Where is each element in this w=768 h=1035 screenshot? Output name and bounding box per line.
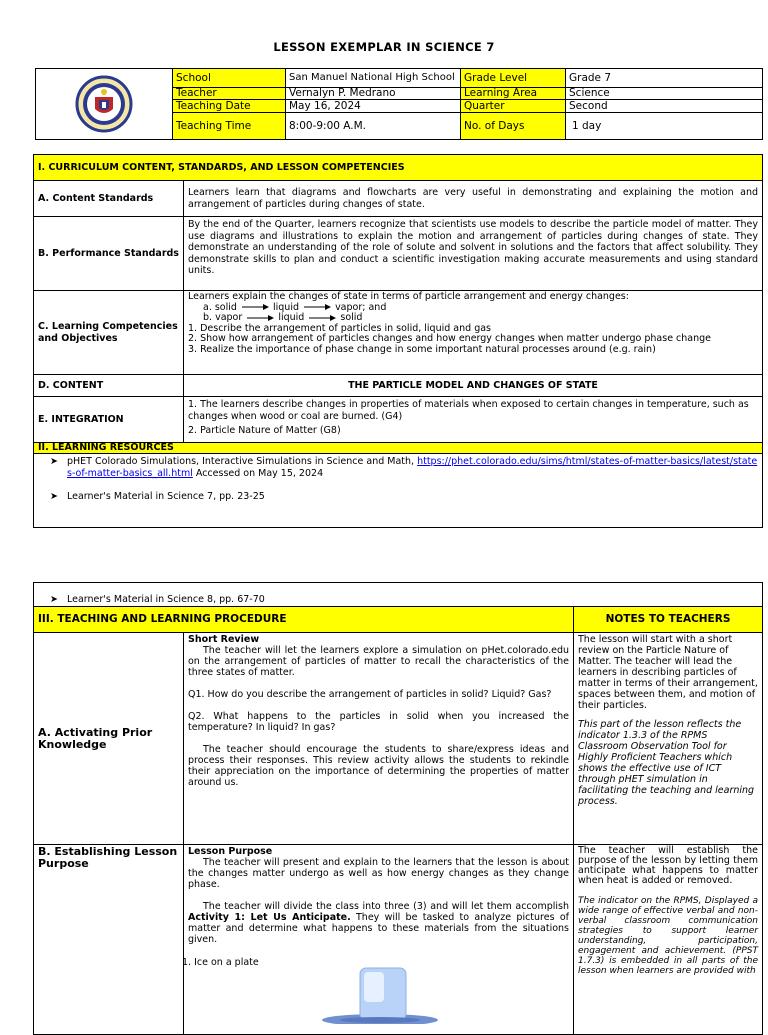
- arrow-right-icon: [245, 314, 275, 322]
- resource-2-text: Learner's Material in Science 7, pp. 23-25: [67, 491, 265, 502]
- review-closing-paragraph: The teacher should encourage the students to share/express ideas and process their responses. This review activity allows the students to rekindle their appreciation on the importance of determining the properties of matter around us.: [188, 744, 569, 788]
- teacher-value: Vernalyn P. Medrano: [286, 88, 461, 100]
- review-question: Q2. What happens to the particles in solid when you increased the temperature? In liquid? In gas?: [188, 711, 569, 733]
- bullet-arrow-icon: ➤: [50, 456, 58, 467]
- document-title: LESSON EXEMPLAR IN SCIENCE 7: [273, 40, 495, 54]
- ice-cube-image: [320, 962, 440, 1024]
- teaching-date-label: Teaching Date: [173, 100, 286, 113]
- curriculum-table: [33, 154, 763, 528]
- activity-paragraph-start: The teacher will divide the class into three (3) and will let them accomplish: [203, 901, 569, 912]
- resource-1-accessed: Accessed on May 15, 2024: [195, 467, 324, 479]
- teacher-label: Teacher: [173, 88, 286, 100]
- integration-cell: [184, 397, 763, 443]
- integration-label: E. INTEGRATION: [34, 397, 184, 443]
- arrow-right-icon: [307, 314, 337, 322]
- objective-item: 1. Describe the arrangement of particles in solid, liquid and gas: [188, 322, 491, 334]
- competencies-intro: Learners explain the changes of state in terms of particle arrangement and energy changes:: [188, 291, 629, 302]
- learning-area-value: Science: [566, 88, 763, 100]
- change-b-liquid: liquid: [278, 312, 305, 324]
- objective-item: 2. Show how arrangement of particles changes and how energy changes when matter undergo phase change: [188, 333, 712, 345]
- activating-knowledge-content: [184, 633, 574, 845]
- resource-item: [38, 456, 758, 479]
- change-a-liquid: liquid: [273, 301, 299, 313]
- resource-item: [38, 491, 758, 503]
- lesson-info-table: [35, 68, 763, 140]
- arrow-right-icon: [240, 303, 270, 311]
- picture-item: 1. Ice on a plate: [182, 957, 259, 968]
- change-b-vapor: b. vapor: [203, 312, 243, 324]
- resources-cell: [34, 454, 763, 528]
- no-of-days-value: 1 day: [566, 113, 763, 140]
- resource-item: [38, 594, 758, 605]
- content-standards-text: Learners learn that diagrams and flowcharts are very useful in demonstrating and explaining the motion and arrangement of particles during changes of state.: [184, 181, 763, 217]
- competencies-cell: [184, 291, 763, 375]
- change-a: [188, 303, 758, 314]
- quarter-label: Quarter: [461, 100, 566, 113]
- deped-seal-icon: [75, 75, 133, 133]
- section-3-heading: III. TEACHING AND LEARNING PROCEDURE: [34, 607, 574, 633]
- grade-level-label: Grade Level: [461, 69, 566, 88]
- notes-heading: NOTES TO TEACHERS: [574, 607, 763, 633]
- content-value: THE PARTICLE MODEL AND CHANGES OF STATE: [184, 375, 763, 397]
- lesson-purpose-paragraph: The teacher will present and explain to the learners that the lesson is about the changes matter undergo as well as how energy changes as they change phase.: [188, 857, 569, 890]
- change-b-solid: solid: [340, 312, 363, 324]
- short-review-paragraph: The teacher will let the learners explore a simulation on pHet.colorado.edu on the arrangement of particles of matter to recall the characteristics of the three states of matter.: [188, 645, 569, 678]
- content-label: D. CONTENT: [34, 375, 184, 397]
- lesson-purpose-notes: [574, 845, 763, 1035]
- phet-link[interactable]: https://phet.colorado.edu/sims/html/states-of-matter-basics/latest/states-of-matter-basics_all.html: [67, 456, 758, 479]
- teacher-note: The lesson will start with a short review on the Particle Nature of Matter. The teacher will lead the learners in describing particles of matter in terms of their arrangement, spaces between them, and motion of their particles.: [578, 634, 758, 711]
- section-2-heading: II. LEARNING RESOURCES: [34, 443, 763, 454]
- change-a-solid: a. solid: [203, 301, 237, 313]
- competencies-label: C. Learning Competencies and Objectives: [34, 291, 184, 375]
- activating-knowledge-label: A. Activating Prior Knowledge: [34, 633, 184, 845]
- teacher-note-indicator: The indicator on the RPMS, Displayed a wide range of effective verbal and non-verbal classroom communication strategies to support learner understanding, participation, engagement and achievement. (PPST 1.7.3) is embedded in all parts of the lesson when learners are provided with: [578, 896, 758, 976]
- bullet-arrow-icon: ➤: [50, 594, 58, 605]
- bullet-arrow-icon: ➤: [50, 491, 58, 502]
- integration-item: 1. The learners describe changes in properties of materials when exposed to certain changes in temperature, such as changes when wood or coal are burned. (G4): [188, 399, 749, 422]
- activity-paragraph: [188, 901, 569, 945]
- integration-item: 2. Particle Nature of Matter (G8): [188, 425, 341, 436]
- section-1-heading: I. CURRICULUM CONTENT, STANDARDS, AND LESSON COMPETENCIES: [34, 155, 763, 181]
- activity-paragraph-end: They will be tasked to analyze pictures of matter and determine what happens to these materials from the situations given.: [188, 912, 569, 945]
- lesson-purpose-title: Lesson Purpose: [188, 846, 273, 857]
- lesson-purpose-label: B. Establishing Lesson Purpose: [34, 845, 184, 1035]
- teacher-note-indicator: This part of the lesson reflects the indicator 1.3.3 of the RPMS Classroom Observation Tool for Highly Proficient Teachers which shows the effective use of ICT through pHET simulation in facilitating the teaching and learning process.: [578, 719, 755, 807]
- activity-title: Activity 1: Let Us Anticipate.: [188, 912, 351, 923]
- teaching-date-value: May 16, 2024: [286, 100, 461, 113]
- school-value: San Manuel National High School: [286, 69, 461, 88]
- resource-3-text: Learner's Material in Science 8, pp. 67-70: [67, 594, 265, 605]
- grade-level-value: Grade 7: [566, 69, 763, 88]
- review-question: Q1. How do you describe the arrangement of particles in solid? Liquid? Gas?: [188, 689, 552, 700]
- no-of-days-label: No. of Days: [461, 113, 566, 140]
- resource-1-text: pHET Colorado Simulations, Interactive Simulations in Science and Math,: [67, 456, 415, 467]
- performance-standards-text: By the end of the Quarter, learners recognize that scientists use models to describe the particle model of matter. They use diagrams and illustrations to explain the motion and arrangement of particles during changes of state. They demonstrate an understanding of the role of solute and solvent in solutions and the factors that affect solubility. They demonstrate skills to plan and conduct a scientific investigation making accurate measurements and using standard units.: [184, 217, 763, 291]
- school-label: School: [173, 69, 286, 88]
- performance-standards-label: B. Performance Standards: [34, 217, 184, 291]
- quarter-value: Second: [566, 100, 763, 113]
- objective-item: 3. Realize the importance of phase change in some important natural processes around (e.g. rain): [188, 343, 656, 355]
- activating-knowledge-notes: [574, 633, 763, 845]
- change-a-vapor: vapor; and: [335, 301, 387, 313]
- resources-continued-cell: [34, 583, 763, 607]
- arrow-right-icon: [302, 303, 332, 311]
- learning-area-label: Learning Area: [461, 88, 566, 100]
- teacher-note: The teacher will establish the purpose of the lesson by letting them anticipate what happens to matter when heat is added or removed.: [578, 845, 758, 886]
- short-review-title: Short Review: [188, 634, 260, 645]
- content-standards-label: A. Content Standards: [34, 181, 184, 217]
- teaching-time-label: Teaching Time: [173, 113, 286, 140]
- teaching-time-value: 8:00-9:00 A.M.: [286, 113, 461, 140]
- deped-seal-cell: [36, 69, 173, 140]
